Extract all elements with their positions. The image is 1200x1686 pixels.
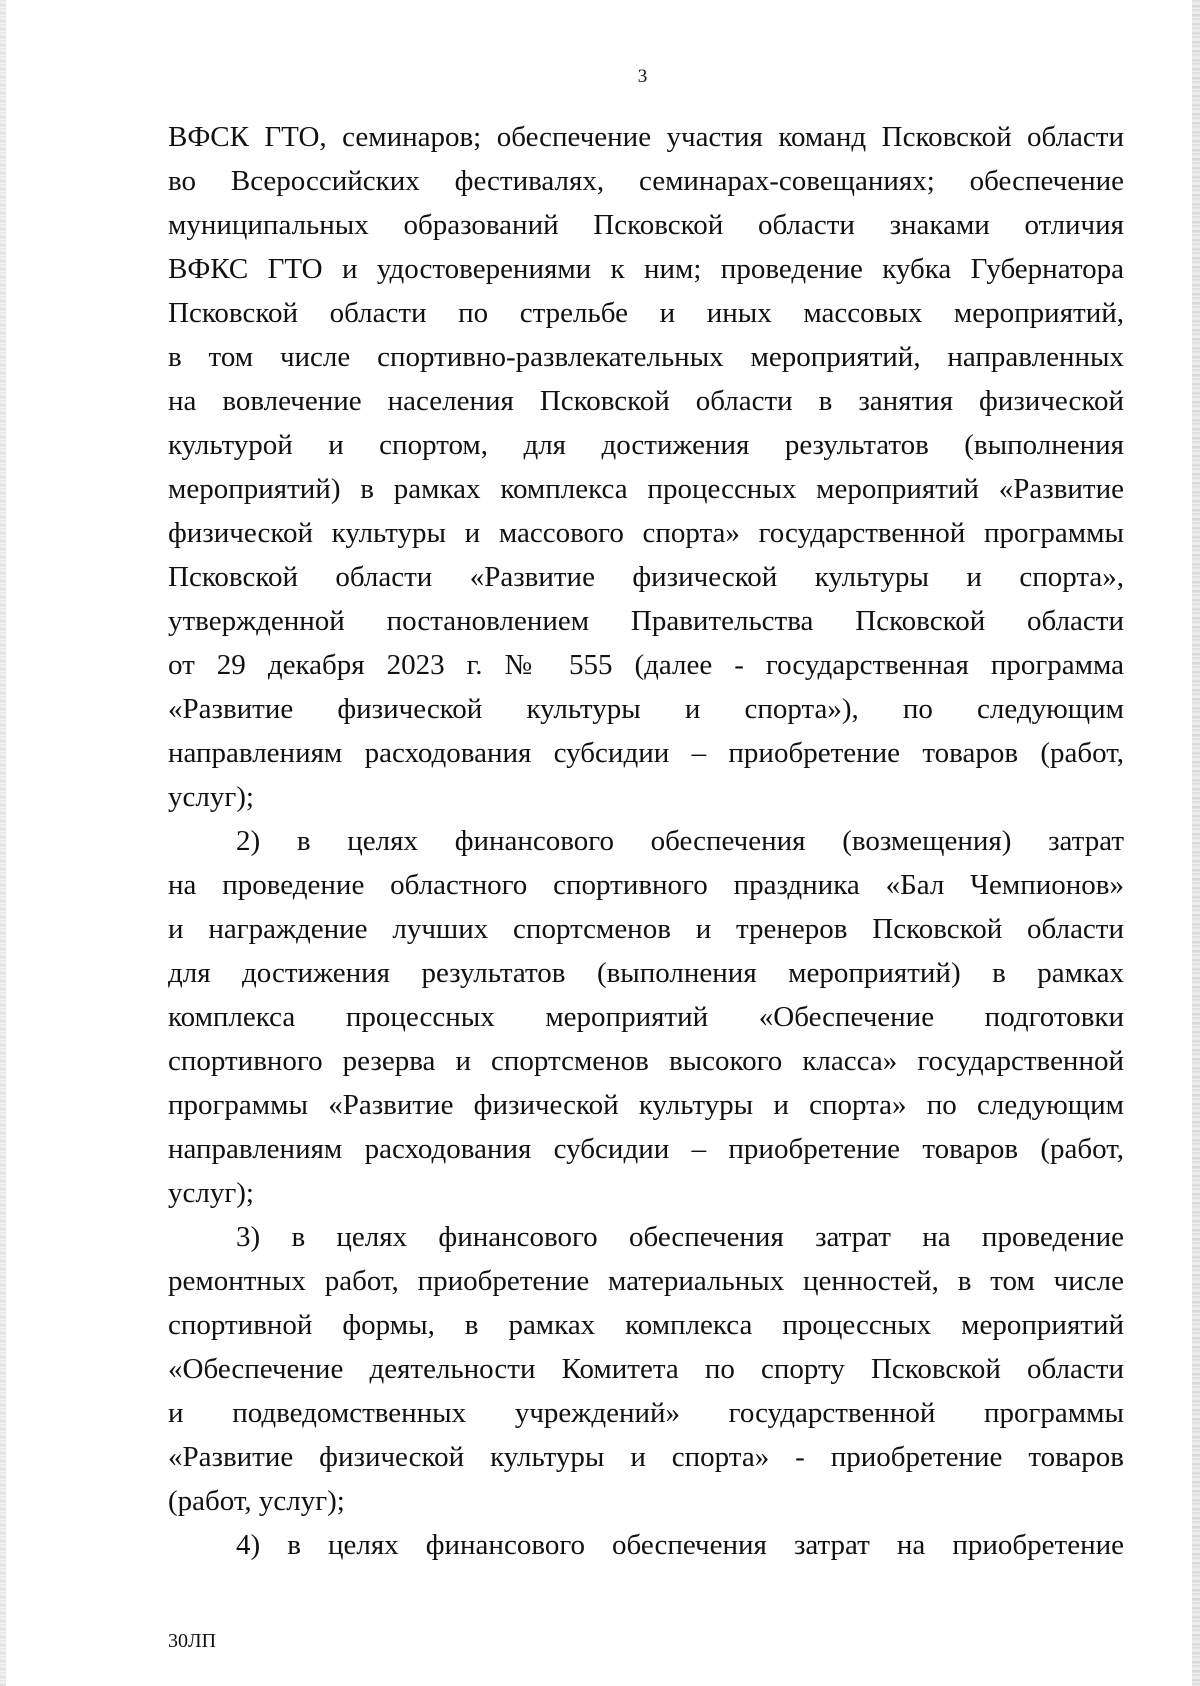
text-line: услуг); xyxy=(168,1177,254,1209)
text-line: для достижения результатов (выполнения мероприятий) в рамках xyxy=(168,957,1124,989)
text-line: направлениям расходования субсидии – приобретение товаров (работ, xyxy=(168,1133,1124,1165)
text-line: ВФСК ГТО, семинаров; обеспечение участия команд Псковской области xyxy=(168,121,1124,153)
text-line: мероприятий) в рамках комплекса процессных мероприятий «Развитие xyxy=(168,473,1124,505)
text-line: спортивной формы, в рамках комплекса процессных мероприятий xyxy=(168,1309,1124,1341)
text-line: и подведомственных учреждений» государственной программы xyxy=(168,1397,1124,1429)
text-line: «Развитие физической культуры и спорта»), по следующим xyxy=(168,693,1124,725)
scan-edge-left xyxy=(0,0,6,1686)
text-line: утвержденной постановлением Правительства Псковской области xyxy=(168,605,1124,637)
text-line: услуг); xyxy=(168,781,254,813)
text-line: муниципальных образований Псковской области знаками отличия xyxy=(168,209,1124,241)
document-code: 30ЛП xyxy=(168,1630,217,1652)
text-line: от 29 декабря 2023 г. № 555 (далее - государственная программа xyxy=(168,649,1124,681)
text-line: «Обеспечение деятельности Комитета по спорту Псковской области xyxy=(168,1353,1124,1385)
text-line: в том числе спортивно-развлекательных мероприятий, направленных xyxy=(168,341,1124,373)
scan-edge-right xyxy=(1192,0,1200,1686)
text-line: (работ, услуг); xyxy=(168,1485,345,1517)
text-line: культурой и спортом, для достижения результатов (выполнения xyxy=(168,429,1124,461)
text-line: на вовлечение населения Псковской области в занятия физической xyxy=(168,385,1124,417)
text-line: направлениям расходования субсидии – приобретение товаров (работ, xyxy=(168,737,1124,769)
paragraph-start-line: 3) в целях финансового обеспечения затрат на проведение xyxy=(236,1221,1124,1253)
text-line: Псковской области по стрельбе и иных массовых мероприятий, xyxy=(168,297,1124,329)
text-line: на проведение областного спортивного праздника «Бал Чемпионов» xyxy=(168,869,1124,901)
text-line: во Всероссийских фестивалях, семинарах-совещаниях; обеспечение xyxy=(168,165,1124,197)
page-number: 3 xyxy=(637,66,648,87)
text-line: «Развитие физической культуры и спорта» - приобретение товаров xyxy=(168,1441,1124,1473)
text-line: и награждение лучших спортсменов и тренеров Псковской области xyxy=(168,913,1124,945)
text-line: спортивного резерва и спортсменов высокого класса» государственной xyxy=(168,1045,1124,1077)
text-line: комплекса процессных мероприятий «Обеспечение подготовки xyxy=(168,1001,1124,1033)
text-line: Псковской области «Развитие физической культуры и спорта», xyxy=(168,561,1124,593)
paragraph-start-line: 2) в целях финансового обеспечения (возмещения) затрат xyxy=(236,825,1124,857)
paragraph-start-line: 4) в целях финансового обеспечения затрат на приобретение xyxy=(236,1529,1124,1561)
text-line: ремонтных работ, приобретение материальных ценностей, в том числе xyxy=(168,1265,1124,1297)
text-line: ВФКС ГТО и удостоверениями к ним; проведение кубка Губернатора xyxy=(168,253,1124,285)
text-line: физической культуры и массового спорта» государственной программы xyxy=(168,517,1124,549)
text-line: программы «Развитие физической культуры и спорта» по следующим xyxy=(168,1089,1124,1121)
document-body xyxy=(168,115,1124,1567)
